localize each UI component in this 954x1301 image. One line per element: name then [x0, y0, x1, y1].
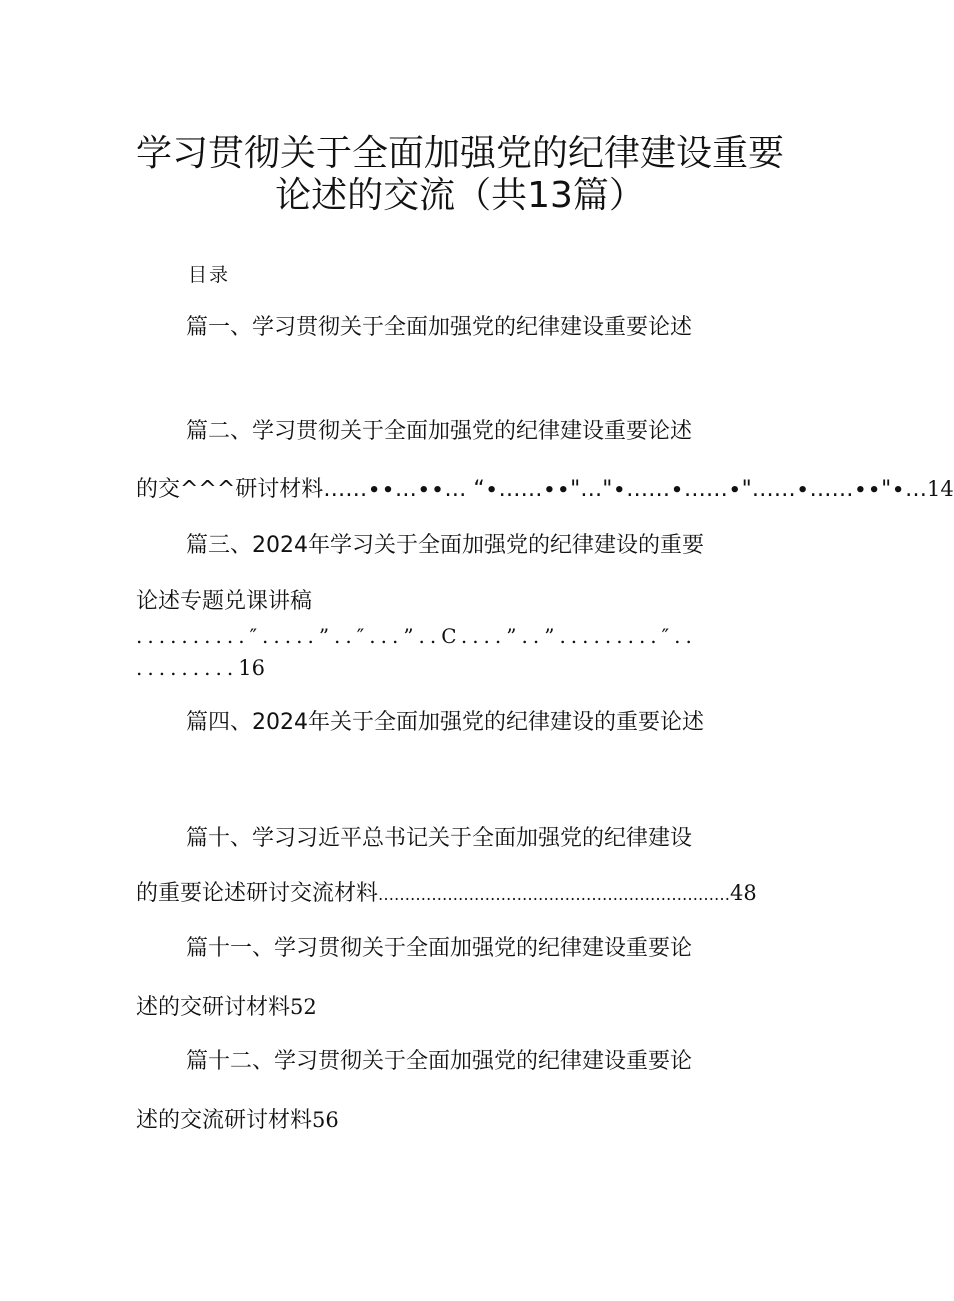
- toc-entry-12-continuation: 述的交流研讨材料: [136, 1108, 313, 1133]
- document-title-line-1: 学习贯彻关于全面加强党的纪律建设重要: [135, 133, 784, 174]
- toc-entry-12-title: 篇十二、学习贯彻关于全面加强党的纪律建设重要论: [186, 1049, 693, 1074]
- toc-entry-10-continuation: 的重要论述研讨交流材料: [136, 881, 379, 906]
- toc-entry-12-line-2: [136, 1105, 339, 1136]
- document-title-line-2: 论述的交流（共13篇）: [275, 175, 645, 216]
- toc-entry-2-continuation: 的交^^^研讨材料……∙∙…∙∙… “∙……∙∙"…"∙……∙……∙"……∙……∙∙"∙…: [136, 477, 927, 502]
- toc-entry-3-leader-line: [136, 654, 265, 682]
- toc-entry-1-title: 篇一、学习贯彻关于全面加强党的纪律建设重要论述: [186, 315, 693, 340]
- toc-entry-3-leader-dots: ..........″.....”..″...”..C....”..”.........″..: [136, 624, 697, 648]
- toc-entry-11-line-2: [136, 992, 317, 1023]
- toc-entry-4-title: 篇四、2024年关于全面加强党的纪律建设的重要论述: [186, 710, 704, 735]
- toc-entry-3-leader-dots-end: .........: [136, 656, 239, 680]
- toc-entry-10-title: 篇十、学习习近平总书记关于全面加强党的纪律建设: [186, 826, 693, 851]
- toc-entry-12-page-number: 56: [312, 1108, 339, 1132]
- toc-entry-10-leader: …………………………………………………………: [378, 885, 731, 904]
- toc-heading: 目录: [188, 264, 231, 286]
- toc-entry-10-line-2: [136, 878, 757, 910]
- toc-entry-3-page-number: 16: [238, 656, 265, 680]
- toc-entry-11-page-number: 52: [290, 995, 317, 1019]
- toc-entry-3-continuation: 论述专题兑课讲稿: [136, 589, 313, 614]
- toc-entry-3-title: 篇三、2024年学习关于全面加强党的纪律建设的重要: [186, 533, 704, 558]
- toc-entry-2-page-number: 14: [926, 477, 954, 501]
- toc-entry-10-page-number: 48: [730, 881, 757, 905]
- toc-entry-2-title: 篇二、学习贯彻关于全面加强党的纪律建设重要论述: [186, 419, 693, 444]
- toc-entry-11-continuation: 述的交研讨材料: [136, 995, 291, 1020]
- toc-entry-11-title: 篇十一、学习贯彻关于全面加强党的纪律建设重要论: [186, 936, 693, 961]
- toc-entry-2-line-2: [136, 474, 954, 505]
